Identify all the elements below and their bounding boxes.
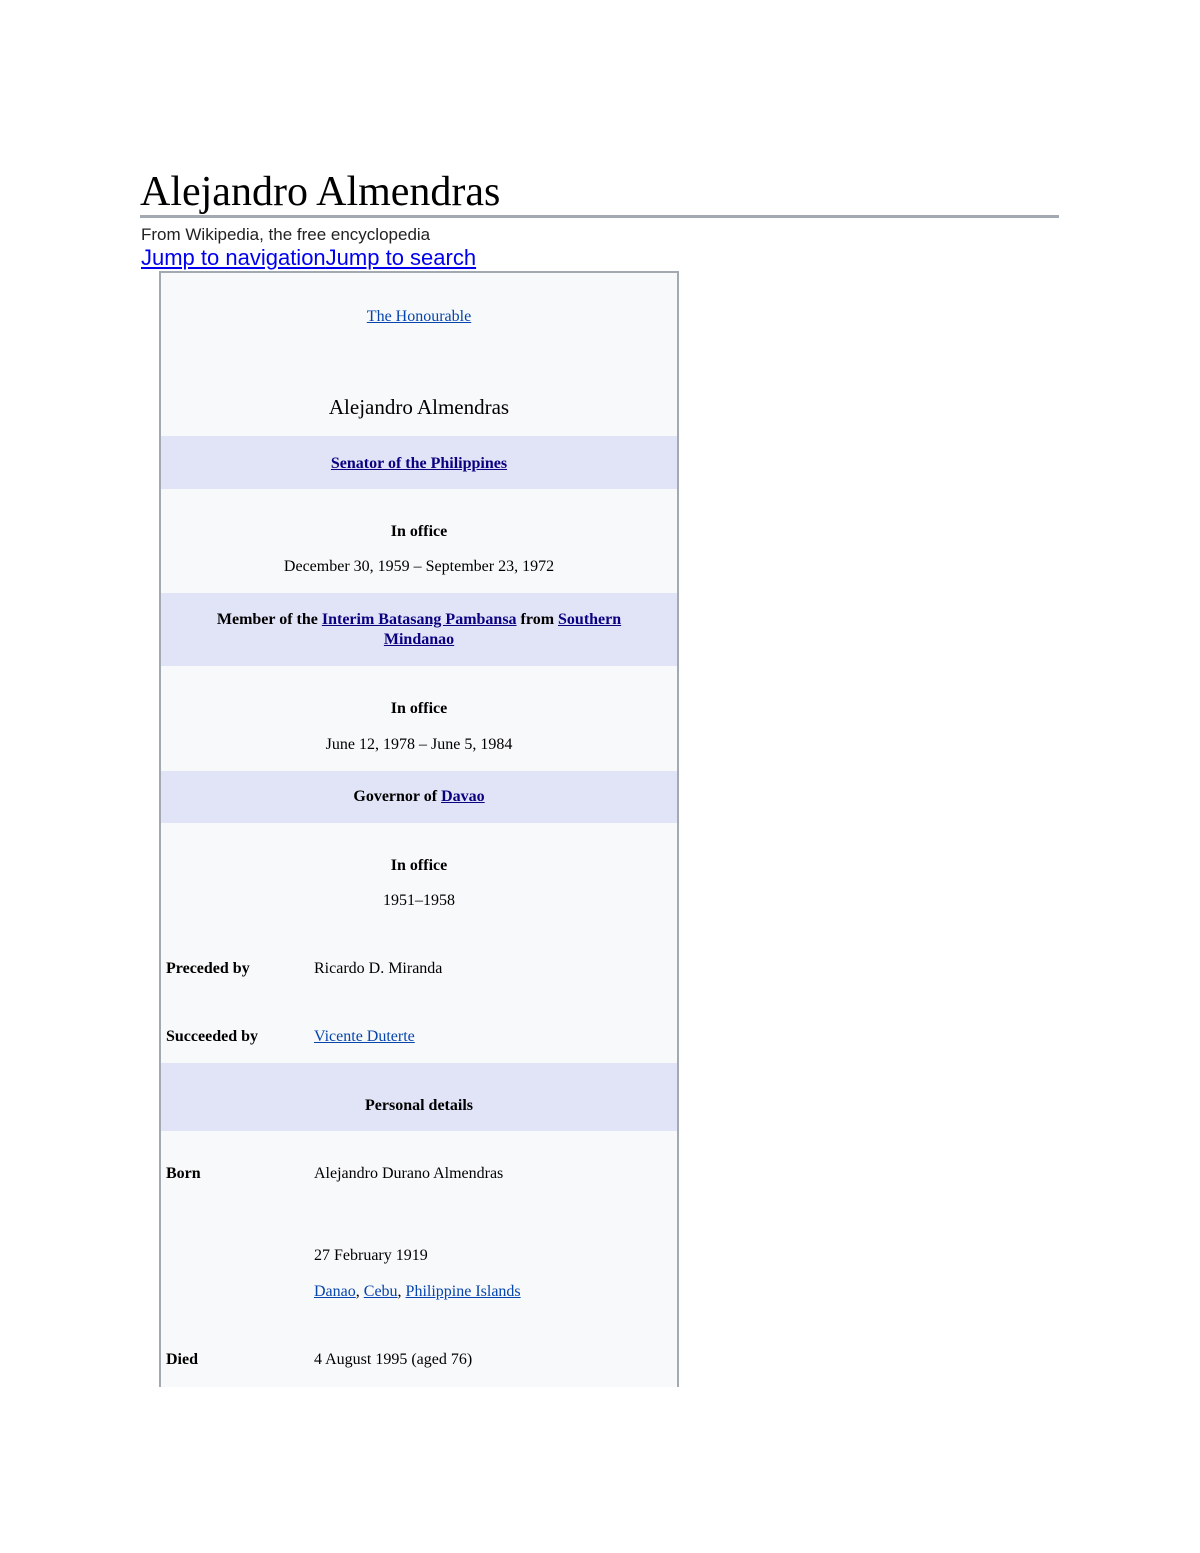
honorific-row: [161, 307, 677, 327]
preceded-by-label: Preceded by: [166, 960, 250, 977]
preceded-by-value: Ricardo D. Miranda: [314, 960, 443, 977]
in-office-label-1: In office: [390, 523, 448, 540]
born-name: Alejandro Durano Almendras: [314, 1165, 504, 1182]
philippine-islands-link[interactable]: Philippine Islands: [405, 1283, 521, 1300]
succeeded-by-label: Succeeded by: [166, 1028, 258, 1045]
governor-prefix: Governor of: [353, 788, 438, 805]
cebu-link[interactable]: Cebu: [363, 1283, 398, 1300]
southern-mindanao-link[interactable]: Southern Mindanao: [383, 611, 622, 648]
jump-links: [141, 245, 476, 271]
honorific-link[interactable]: The Honourable: [366, 308, 472, 325]
office-senator-header: [161, 436, 677, 489]
succeeded-by-value-cell: [314, 1027, 415, 1047]
born-label: Born: [166, 1165, 201, 1182]
in-office-label-2: In office: [390, 700, 448, 717]
term-3: 1951–1958: [383, 892, 455, 909]
personal-details-label: Personal details: [365, 1097, 473, 1114]
in-office-label-3: In office: [390, 857, 448, 874]
born-place: Danao, Cebu, Philippine Islands: [314, 1283, 521, 1300]
term-2: June 12, 1978 – June 5, 1984: [325, 736, 513, 753]
term-1: December 30, 1959 – September 23, 1972: [283, 558, 555, 575]
born-date: 27 February 1919: [314, 1247, 428, 1264]
davao-link[interactable]: Davao: [441, 788, 485, 805]
jump-to-search-link[interactable]: Jump to search: [325, 245, 477, 270]
jump-to-navigation-link[interactable]: Jump to navigation: [141, 245, 326, 270]
infobox: [159, 271, 679, 1387]
infobox-name: Alejandro Almendras: [328, 395, 510, 419]
interim-batasang-pambansa-link[interactable]: Interim Batasang Pambansa: [321, 611, 517, 628]
died-label: Died: [166, 1351, 198, 1368]
vicente-duterte-link[interactable]: Vicente Duterte: [314, 1028, 415, 1045]
office-batasang-header: [161, 593, 677, 666]
site-tagline: From Wikipedia, the free encyclopedia: [141, 225, 431, 244]
member-prefix: Member of the: [216, 611, 318, 628]
danao-link[interactable]: Danao: [314, 1283, 356, 1300]
page-title: Alejandro Almendras: [140, 169, 501, 215]
office-governor-header: [161, 771, 677, 823]
died-value: 4 August 1995 (aged 76): [314, 1351, 473, 1368]
title-divider: [140, 215, 1059, 218]
personal-details-header: [161, 1063, 677, 1131]
from-text: from: [520, 611, 555, 628]
senator-link[interactable]: Senator of the Philippines: [330, 455, 508, 472]
